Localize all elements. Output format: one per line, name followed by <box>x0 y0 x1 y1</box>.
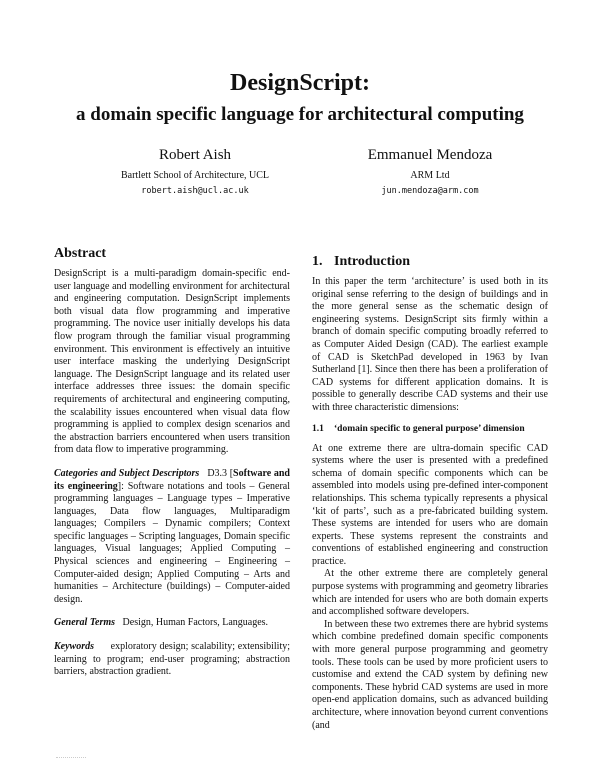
general-terms-label: General Terms <box>54 617 116 629</box>
author-block-1 <box>95 146 295 197</box>
intro-paragraph-1: In this paper the term ‘architecture’ is used both in its original sense referring to the design of buildings and in the more general sense as the schematic design of engineering systems. DesignScript sits firmly within a branch of domain specific computing broadly referred to as Computer Aided Design (CAD). The earliest example of CAD is SketchPad developed in 1963 by Ivan Sutherland [1]. Since then there has been a proliferation of CAD systems for different application domains. It is possible to generally describe CAD systems and their use with three characteristic dimensions: <box>312 276 548 413</box>
categories-label: Categories and Subject Descriptors <box>54 467 200 479</box>
author-email: robert.aish@ucl.ac.uk <box>141 186 249 196</box>
general-terms-text: Design, Human Factors, Languages. <box>122 617 269 629</box>
subsection-number: 1.1 <box>312 423 324 434</box>
categories-code: D3.3 [ <box>207 467 234 479</box>
keywords-label: Keywords <box>54 641 94 653</box>
author-block-2 <box>320 146 540 197</box>
subsection-heading <box>312 423 548 435</box>
categories-bold: Software and its engineering <box>54 467 290 492</box>
author-affiliation: ARM Ltd <box>410 170 450 181</box>
paper-title: DesignScript: <box>230 70 370 96</box>
right-column <box>312 254 548 732</box>
paper-subtitle: a domain specific language for architectural computing <box>76 104 524 125</box>
left-column <box>54 246 290 679</box>
intro-paragraph-2: At one extreme there are ultra-domain specific CAD systems where the user is presented with a predefined schema of domain specific components which can be assembled into models using pre-defined inter-component relationships. This schema typically represents a physical ‘kit of parts’, such as a pre-fabricated building system. These systems are intended for users who are domain experts. These systems represent the constraints and conventions of established engineering and construction practice. <box>312 442 548 567</box>
introduction-heading <box>312 254 548 270</box>
general-terms-paragraph <box>54 617 290 630</box>
subsection-title: ‘domain specific to general purpose’ dimension <box>334 423 525 434</box>
intro-paragraph-4: In between these two extremes there are hybrid systems which combine predefined domain specific components with more general purpose programming and geometry tools. These tools can be used by more proficient users to customise and extend the CAD system by defining new components. These hybrid CAD systems are used in more open-end application domains, such as advanced building architecture, where innovation beyond current conventions (and <box>312 618 548 731</box>
categories-text: ]: Software notations and tools – General programming languages – Language types – Imperative languages, Data flow languages, Multiparadigm languages; Compilers – Dynamic compilers; Context specific languages – Scripting languages, Domain specific languages, Visual languages; Applied Computing – Physical sciences and engineering – Engineering – Computer-aided design; Applied Computing – Arts and humanities – Architecture (buildings) – Computer-aided design. <box>54 480 290 605</box>
author-name: Emmanuel Mendoza <box>367 147 493 163</box>
author-email: jun.mendoza@arm.com <box>381 186 479 196</box>
footnote-marker <box>56 757 86 762</box>
abstract-text: DesignScript is a multi-paradigm domain-specific end-user language and modelling environment for architectural and engineering computation. DesignScript implements both visual data flow programming and imperative programming. The novice user initially develops his data flow program through the familiar visual programming environment. This environment is effectively an intuitive user interface masking the underlying DesignScript language. The DesignScript language and its related user interface addresses three issues: the domain specific requirements of architectural and engineering computing, the scalability issues encountered when visual data flow programming is applied to complex design scenarios and the abstraction barriers encountered when users transition from data flow to imperative programming. <box>54 268 290 456</box>
section-title: Introduction <box>334 254 410 269</box>
keywords-paragraph <box>54 641 290 679</box>
author-name: Robert Aish <box>158 147 232 163</box>
abstract-heading: Abstract <box>54 246 107 261</box>
keywords-text: exploratory design; scalability; extensibility; learning to program; end-user programing; abstraction barriers, abstraction gradient. <box>54 641 291 678</box>
intro-paragraph-3: At the other extreme there are completely general purpose systems with programming and geometry libraries which are intended for users who are both domain experts and accomplished software developers. <box>312 568 548 618</box>
section-number: 1. <box>312 254 323 269</box>
categories-paragraph <box>54 468 290 607</box>
author-affiliation: Bartlett School of Architecture, UCL <box>120 170 270 181</box>
